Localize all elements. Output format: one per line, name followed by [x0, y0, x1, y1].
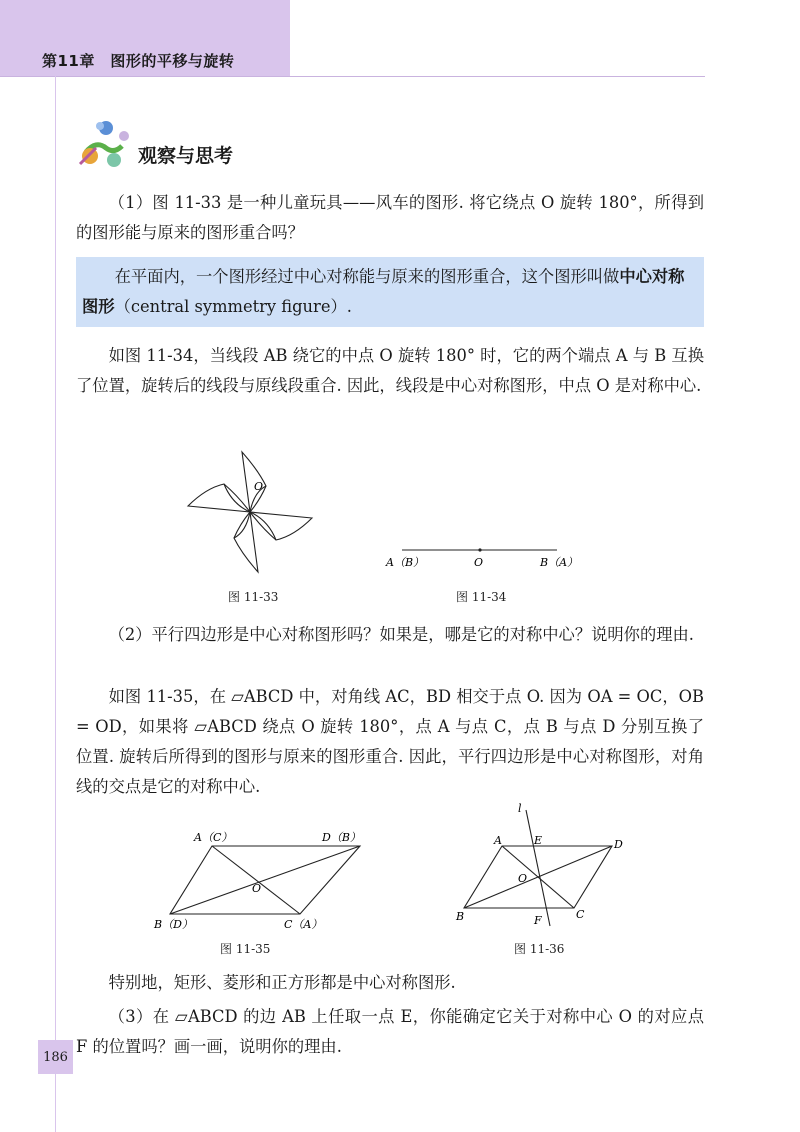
paragraph-2: 如图 11-34，当线段 AB 绕它的中点 O 旋转 180° 时，它的两个端点 A 与 B 互换了位置，旋转后的线段与原线段重合. 因此，线段是中心对称图形，中点 O 是对称中心.	[76, 346, 704, 395]
vertex-label-b: B	[456, 910, 465, 923]
segment-label-right: B（A）	[540, 556, 579, 569]
pinwheel-figure	[180, 448, 320, 578]
fig-11-35-caption: 图 11-35	[220, 942, 271, 956]
vertex-label-bl: B（D）	[154, 918, 193, 931]
definition-text	[82, 262, 698, 322]
paragraph-3: （2）平行四边形是中心对称图形吗？如果是，哪是它的对称中心？说明你的理由.	[108, 625, 694, 644]
diagonal-ac	[212, 846, 300, 914]
parallelogram-figure	[150, 826, 370, 936]
fig-11-34-caption: 图 11-34	[456, 590, 507, 604]
paragraph-4: 如图 11-35，在 ▱ABCD 中，对角线 AC，BD 相交于点 O. 因为 OA = OC，OB = OD，如果将 ▱ABCD 绕点 O 旋转 180°，点 A 与点 C，点 B 与点 D 分别互换了位置. 旋转后所得到的图形与原来的图形重合. 因此，平行四边形是中心对称图形，对角线的交点是它的对称中心.	[76, 687, 704, 796]
diagonal-bd-2	[464, 846, 612, 908]
point-label-e: E	[534, 834, 543, 847]
segment-label-left: A（B）	[386, 556, 425, 569]
chapter-title: 第11章 图形的平移与旋转	[42, 52, 235, 70]
observe-think-icon	[76, 118, 132, 170]
vertex-label-tl: A（C）	[194, 831, 233, 844]
vertex-label-d: D	[614, 838, 623, 851]
vertex-label-tr: D（B）	[322, 831, 361, 844]
paragraph-5: 特别地，矩形、菱形和正方形都是中心对称图形.	[108, 973, 456, 992]
pinwheel-blade-down	[234, 512, 258, 572]
vertex-label-a: A	[494, 834, 502, 847]
paragraph-6: （3）在 ▱ABCD 的边 AB 上任取一点 E，你能确定它关于对称中心 O 的对应点 F 的位置吗？画一画，说明你的理由.	[76, 1007, 704, 1056]
point-label-f: F	[534, 914, 542, 927]
vertex-label-br: C（A）	[284, 918, 323, 931]
diagonal-bd	[170, 846, 360, 914]
definition-term: 中心对称图形	[82, 267, 685, 316]
line-l	[526, 810, 550, 926]
segment-midpoint	[478, 548, 481, 551]
segment-label-mid: O	[474, 556, 484, 569]
pinwheel-blade-right	[250, 512, 312, 540]
parallelogram-line-figure	[452, 800, 632, 930]
definition-english: （central symmetry figure）.	[114, 297, 352, 316]
segment-figure	[382, 540, 592, 572]
left-margin-rule	[55, 76, 56, 1132]
pinwheel-center-label: O	[254, 480, 264, 493]
page-number: 186	[38, 1040, 73, 1074]
fig-11-33-caption: 图 11-33	[228, 590, 279, 604]
section-title: 观察与思考	[138, 145, 234, 167]
paragraph-1: （1）图 11-33 是一种儿童玩具——风车的图形. 将它绕点 O 旋转 180°，所得到的图形能与原来的图形重合吗？	[76, 193, 704, 242]
line-label-l: l	[518, 802, 522, 815]
vertex-label-c: C	[576, 908, 585, 921]
pinwheel-blade-left	[188, 484, 250, 512]
center-label-o-2: O	[518, 872, 528, 885]
header-rule	[0, 76, 705, 77]
fig-11-36-caption: 图 11-36	[514, 942, 565, 956]
center-label-o: O	[252, 882, 262, 895]
definition-body: 在平面内，一个图形经过中心对称能与原来的图形重合，这个图形叫做	[114, 267, 620, 286]
